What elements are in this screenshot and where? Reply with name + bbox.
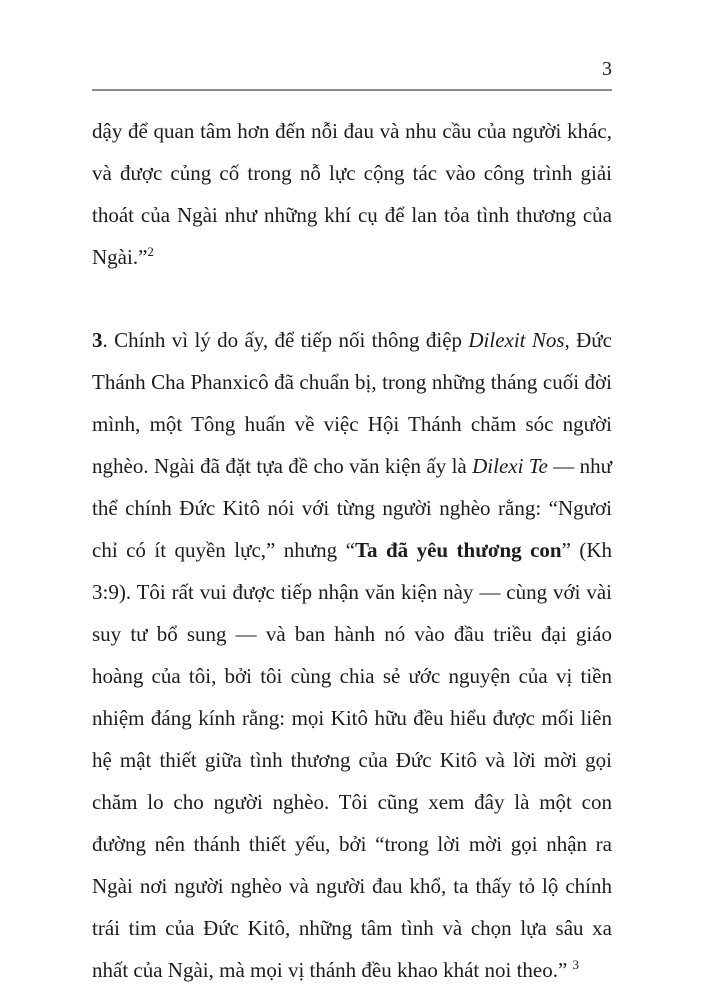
text-run: — như thể chính Đức Kitô nói với từng người nghèo rằng: “Ngươi chỉ có ít quyền lực,” nhưng “ bbox=[92, 454, 613, 562]
text-run: Ta đã yêu thương con bbox=[354, 538, 562, 562]
text-run: Dilexi Te bbox=[472, 454, 548, 478]
text-run: Dilexit Nos bbox=[468, 328, 565, 352]
text-run: 3 bbox=[92, 328, 103, 352]
text-run: . Chính vì lý do ấy, để tiếp nối thông điệp bbox=[102, 328, 469, 352]
header-rule bbox=[92, 89, 612, 91]
paragraph bbox=[92, 319, 612, 991]
text-run: ” (Kh 3:9). Tôi rất vui được tiếp nhận văn kiện này — cùng với vài suy tư bổ sung — và ban hành nó vào đầu triều đại giáo hoàng của tôi, bởi tôi cùng chia sẻ ước nguyện của vị tiền nhiệm đáng kính rằng: mọi Kitô hữu đều hiểu được mối liên hệ mật thiết giữa tình thương của Đức Kitô và lời mời gọi chăm lo cho người nghèo. Tôi cũng xem đây là một con đường nên thánh thiết yếu, bởi “trong lời mời gọi nhận ra Ngài nơi người nghèo và người đau khổ, ta thấy tỏ lộ chính trái tim của Đức Kitô, những tâm tình và chọn lựa sâu xa nhất của Ngài, mà mọi vị thánh đều khao khát noi theo.” bbox=[92, 538, 613, 982]
page-number: 3 bbox=[602, 58, 612, 80]
footnote-reference: 2 bbox=[147, 244, 154, 259]
footnote-reference: 3 bbox=[572, 957, 580, 972]
text-run: , Đức Thánh Cha Phanxicô đã chuẩn bị, trong những tháng cuối đời mình, một Tông huấn về việc Hội Thánh chăm sóc người nghèo. Ngài đã đặt tựa đề cho văn kiện ấy là bbox=[92, 328, 612, 478]
page-body bbox=[92, 110, 612, 991]
paragraph bbox=[92, 110, 612, 278]
text-run: dậy để quan tâm hơn đến nỗi đau và nhu cầu của người khác, và được củng cố trong nỗ lực cộng tác vào công trình giải thoát của Ngài như những khí cụ để lan tỏa tình thương của Ngài.” bbox=[92, 119, 612, 269]
page-header bbox=[92, 56, 612, 91]
